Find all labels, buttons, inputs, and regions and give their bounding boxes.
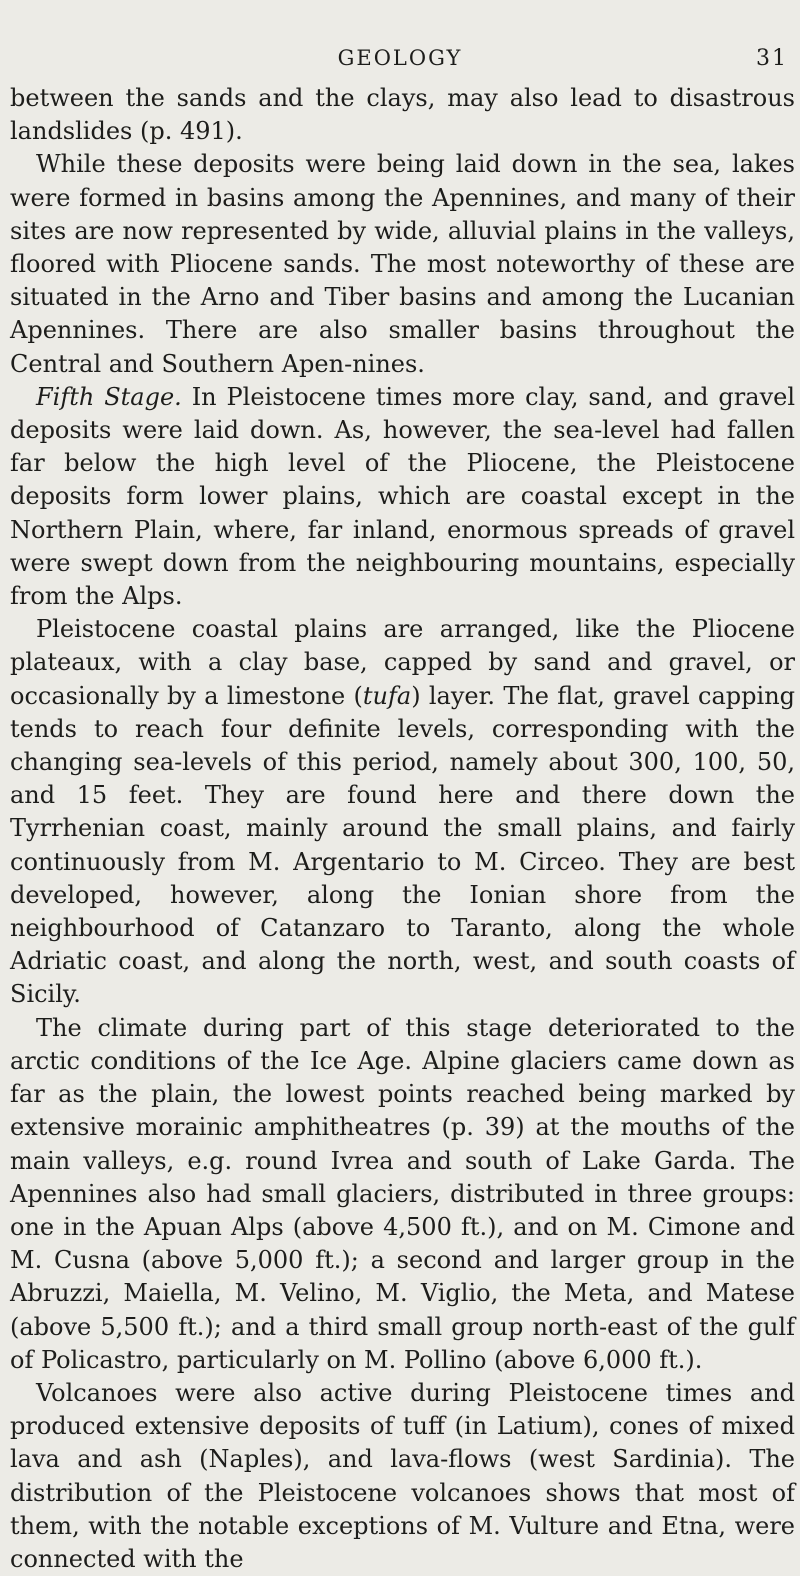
text-run: ) layer. The flat, gravel capping tends to reach four definite levels, corresponding with the changing sea-levels of this period, namely about 300, 100, 50, and 15 feet. They are found here and there down the Tyrrhenian coast, mainly around the small plains, and fairly continuously from M. Argentario to M. Circeo. They are best developed, however, along the Ionian shore from the neighbourhood of Catanzaro to Taranto, along the whole Adriatic coast, and along the north, west, and south coasts of Sicily. bbox=[10, 681, 796, 1009]
page-number: 31 bbox=[756, 46, 788, 71]
section-heading-fifth-stage: Fifth Stage. bbox=[36, 382, 182, 411]
text-run: While these deposits were being laid down in the sea, lakes were formed in basins among the Apennines, and many of their sites are now represented by wide, alluvial plains in the valleys, floored with Pliocene sands. The most noteworthy of these are situated in the Arno and Tiber basins and among the Lucanian Apennines. There are also smaller basins throughout the Central and Southern Apen-nines. bbox=[10, 150, 795, 378]
text-run: Volcanoes were also active during Pleistocene times and produced extensive deposits of tuff (in Latium), cones of mixed lava and ash (Naples), and lava-flows (west Sardinia). The distribution of the Pleistocene volcanoes shows that most of them, with the notable exceptions of M. Vulture and Etna, were connected with the bbox=[10, 1378, 795, 1573]
text-run: Pleistocene coastal plains are arranged, like the Pliocene plateaux, with a clay base, capped by sand and gravel, or occasionally by a limestone ( bbox=[10, 615, 795, 710]
paragraph-coastal-plains bbox=[10, 613, 795, 1011]
paragraph-continuation bbox=[10, 82, 795, 148]
text-run: The climate during part of this stage deteriorated to the arctic conditions of the Ice Age. Alpine glaciers came down as far as the plain, the lowest points reached being marked by extensive morainic amphitheatres (p. 39) at the mouths of the main valleys, e.g. round Ivrea and south of Lake Garda. The Apennines also had small glaciers, distributed in three groups: one in the Apuan Alps (above 4,500 ft.), and on M. Cimone and M. Cusna (above 5,000 ft.); a second and larger group in the Abruzzi, Maiella, M. Velino, M. Viglio, the Meta, and Matese (above 5,500 ft.); and a third small group north-east of the gulf of Policastro, particularly on M. Pollino (above 6,000 ft.). bbox=[10, 1013, 795, 1374]
running-title: GEOLOGY bbox=[337, 46, 463, 70]
text-run: between the sands and the clays, may also lead to disastrous landslides (p. 491). bbox=[10, 84, 795, 146]
paragraph-ice-age bbox=[10, 1012, 795, 1377]
body-text bbox=[10, 82, 795, 1576]
italic-term-tufa: tufa bbox=[362, 681, 412, 710]
paragraph-pliocene-lakes bbox=[10, 148, 795, 380]
paragraph-fifth-stage bbox=[10, 381, 795, 613]
paragraph-volcanoes bbox=[10, 1377, 795, 1576]
text-run: In Pleistocene times more clay, sand, and gravel deposits were laid down. As, however, the sea-level had fallen far below the high level of the Pliocene, the Pleistocene deposits form lower plains, which are coastal except in the Northern Plain, where, far inland, enormous spreads of gravel were swept down from the neighbouring mountains, especially from the Alps. bbox=[10, 382, 795, 611]
running-head bbox=[0, 46, 800, 76]
